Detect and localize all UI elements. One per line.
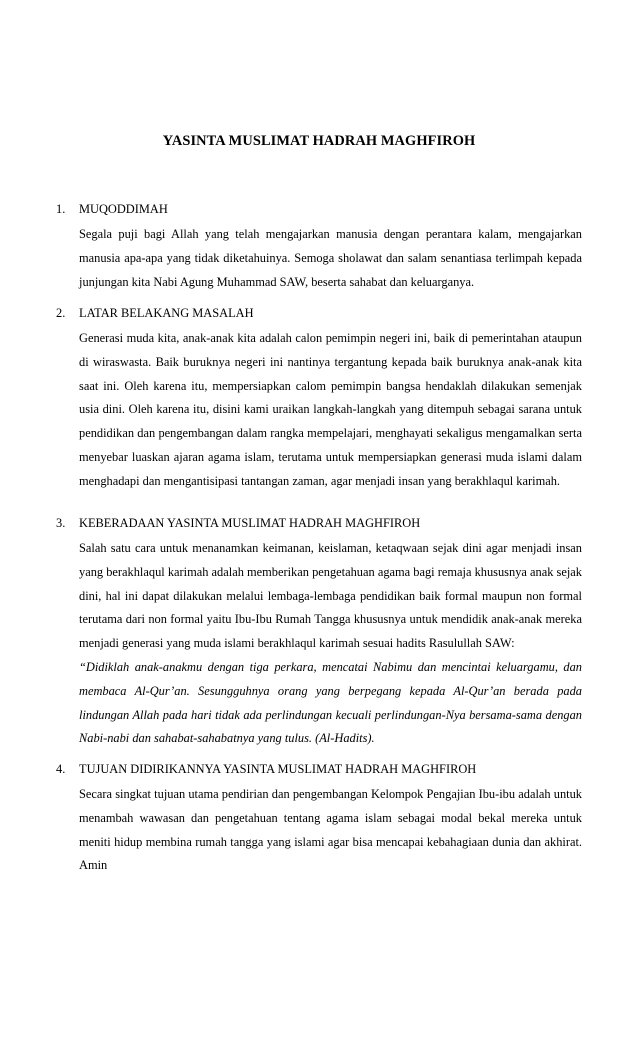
section-number: 1. — [56, 202, 66, 216]
section-paragraph: Salah satu cara untuk menanamkan keimanan, keislaman, ketaqwaan sejak dini agar menjadi insan yang berakhlaqul karimah adalah memberikan pengetahuan agama bagi remaja khususnya anak sejak dini, hal ini dapat dilakukan melalui lembaga-lembaga pendidikan baik formal maupun non formal terutama dari non formal yaitu Ibu-Ibu Rumah Tangga khususnya untuk mendidik anak-anak mereka menjadi generasi yang muda islami berakhlaqul karimah sesuai hadits Rasulullah SAW: — [79, 541, 582, 651]
document-title: YASINTA MUSLIMAT HADRAH MAGHFIROH — [162, 133, 476, 149]
hadith-quote: “Didiklah anak-anakmu dengan tiga perkara, mencatai Nabimu dan mencintai keluargamu, dan membaca Al-Qur’an. Sesungguhnya orang yang berpegang kepada Al-Qur’an berada pada lindungan Allah pada hari tidak ada perlindungan kecuali perlindungan-Nya bersama-sama dengan Nabi-nabi dan sahabat-sahabatnya yang tulus. (Al-Hadits). — [79, 659, 582, 746]
section-body — [79, 537, 582, 751]
section-heading: LATAR BELAKANG MASALAH — [79, 306, 254, 320]
section-heading: KEBERADAAN YASINTA MUSLIMAT HADRAH MAGHFIROH — [79, 516, 421, 530]
section-number: 4. — [56, 762, 66, 776]
section-heading: TUJUAN DIDIRIKANNYA YASINTA MUSLIMAT HADRAH MAGHFIROH — [79, 762, 477, 776]
section-number: 2. — [56, 306, 66, 320]
section-number: 3. — [56, 516, 66, 530]
section-body: Generasi muda kita, anak-anak kita adalah calon pemimpin negeri ini, baik di pemerintahan ataupun di wiraswasta. Baik buruknya negeri ini nantinya tergantung kepada baik buruknya anak-anak kita saat ini. Oleh karena itu, mempersiapkan calom pemimpin bangsa hendaklah dilakukan semenjak usia dini. Oleh karena itu, disini kami uraikan langkah-langkah yang ditempuh sebagai sarana untuk pendidikan dan pengembangan dalam rangka mempelajari, menghayati sekaligus mengamalkan serta menyebar luaskan ajaran agama islam, terutama untuk mempersiapkan generasi muda islami dalam menghadapi dan mengantisipasi tantangan zaman, agar menjadi insan yang berakhlaqul karimah. — [79, 331, 582, 488]
section-body: Segala puji bagi Allah yang telah mengajarkan manusia dengan perantara kalam, mengajarkan manusia apa-apa yang tidak diketahuinya. Semoga sholawat dan salam senantiasa terlimpah kepada junjungan kita Nabi Agung Muhammad SAW, beserta sahabat dan keluarganya. — [79, 227, 582, 289]
section-heading: MUQODDIMAH — [79, 202, 168, 216]
section-body: Secara singkat tujuan utama pendirian dan pengembangan Kelompok Pengajian Ibu-ibu adalah untuk menambah wawasan dan pengetahuan tentang agama islam sebagai modal bekal mereka untuk meniti hidup membina rumah tangga yang islami agar bisa mencapai kebahagiaan dunia dan akhirat. Amin — [79, 787, 582, 873]
